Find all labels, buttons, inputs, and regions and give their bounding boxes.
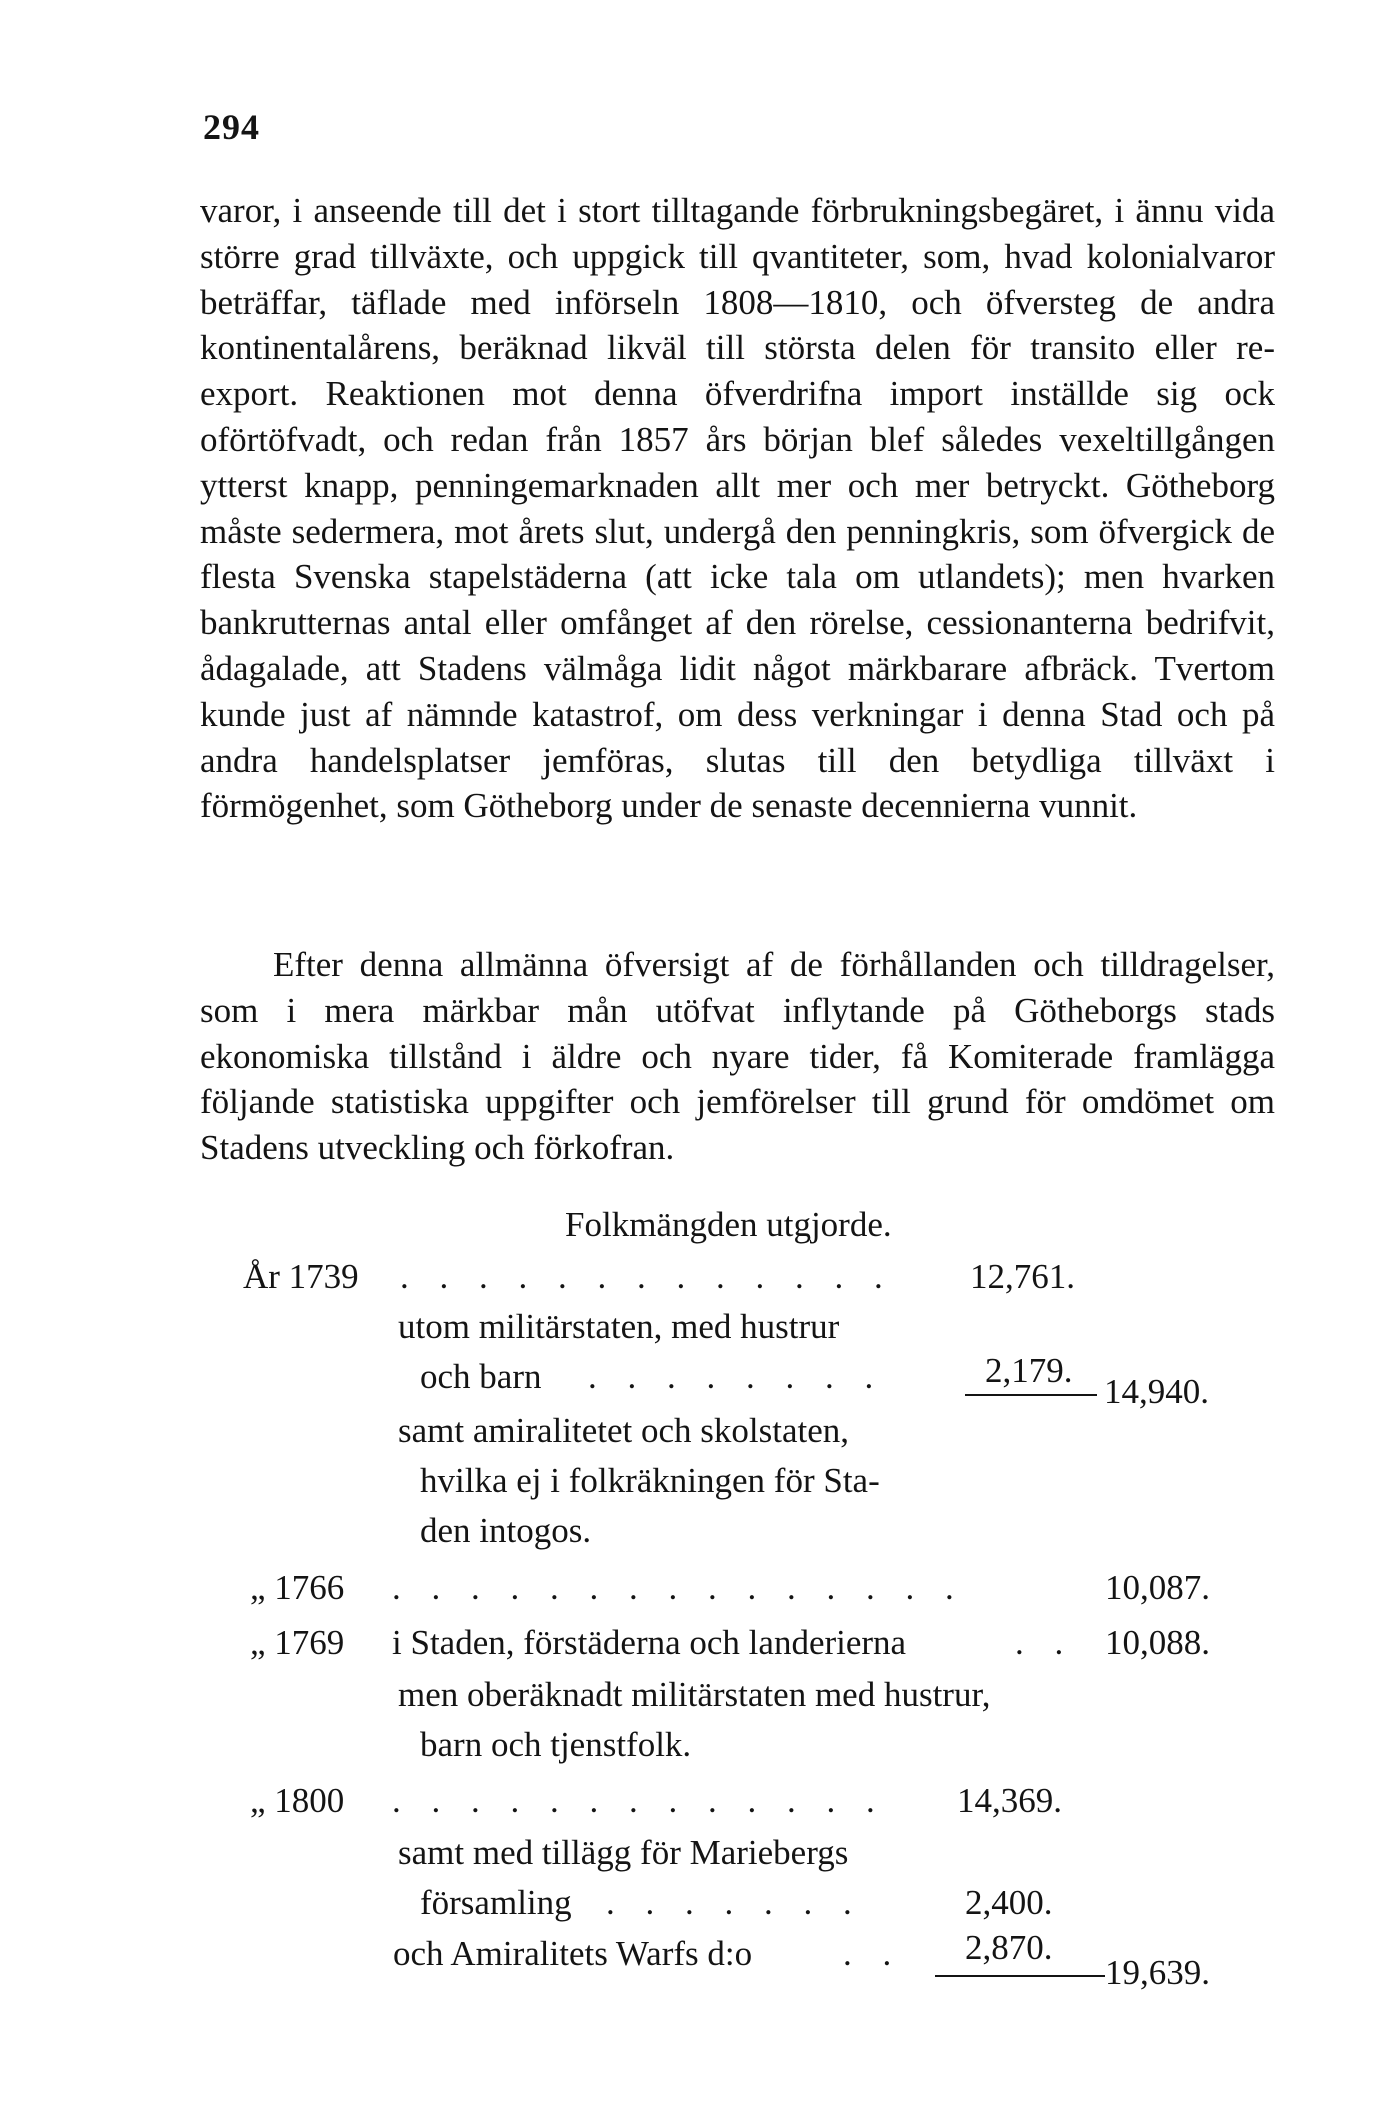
table-caption: Folkmängden utgjorde.	[565, 1205, 892, 1244]
entry-1800-addition-1: 2,400.	[965, 1883, 1053, 1922]
entry-1769-description: i Staden, förstäderna och landerierna	[392, 1623, 907, 1662]
entry-1739-note-2-dots: . . . . . . . .	[588, 1357, 885, 1396]
entry-1769-dots: . .	[1015, 1623, 1075, 1662]
sum-rule-1739	[965, 1394, 1097, 1396]
entry-1739-total: 14,940.	[1104, 1372, 1209, 1411]
sum-rule-1800	[935, 1975, 1105, 1977]
entry-1766-year: „ 1766	[250, 1568, 345, 1607]
entry-1800-year: „ 1800	[250, 1781, 345, 1820]
entry-1800-addition-2: 2,870.	[965, 1928, 1053, 1967]
entry-1739-note-5: den intogos.	[420, 1511, 592, 1550]
entry-1800-note-1: samt med tillägg för Mariebergs	[398, 1833, 849, 1872]
entry-1739-note-1: utom militärstaten, med hustrur	[398, 1307, 840, 1346]
entry-1769-year: „ 1769	[250, 1623, 345, 1662]
entry-1739-year: År 1739	[243, 1257, 359, 1296]
entry-1800-note-3: och Amiralitets Warfs d:o	[393, 1934, 753, 1973]
entry-1766-value: 10,087.	[1105, 1568, 1210, 1607]
entry-1766-dots: . . . . . . . . . . . . . . .	[392, 1568, 965, 1607]
entry-1800-total: 19,639.	[1105, 1953, 1210, 1992]
entry-1769-value: 10,088.	[1105, 1623, 1210, 1662]
paragraph-1: varor, i anseende till det i stort tilltagande förbrukningsbegäret, i ännu vida större grad tillväxte, och uppgick till qvantiteter, som, hvad kolonialvaror beträffar, täflade med införseln 1808—1810, och öfversteg de andra kontinentalårens, beräknad likväl till största delen för transito eller re-export. Reaktionen mot denna öfverdrifna import inställde sig ock oförtöfvadt, och redan från 1857 års början blef således vexeltillgången ytterst knapp, penningemarknaden allt mer och mer betryckt. Götheborg måste sedermera, mot årets slut, undergå den penningkris, som öfvergick de flesta Svenska stapelstäderna (att icke tala om utlandets); men hvarken bankrutternas antal eller omfånget af den rörelse, cessionanterna bedrifvit, ådagalade, att Stadens välmåga lidit något märkbarare afbräck. Tvertom kunde just af nämnde katastrof, om dess verkningar i denna Stad och på andra handelsplatser jemföras, slutas till den betydliga tillväxt i förmögenhet, som Götheborg under de senaste decennierna vunnit.	[200, 191, 1275, 826]
entry-1739-addition: 2,179.	[985, 1351, 1073, 1390]
entry-1769-note-1: men oberäknadt militärstaten med hustrur,	[398, 1675, 991, 1714]
entry-1800-value: 14,369.	[957, 1781, 1062, 1820]
entry-1739-value: 12,761.	[970, 1257, 1075, 1296]
entry-1800-note-2: församling	[420, 1883, 572, 1922]
entry-1739-dots: . . . . . . . . . . . . .	[400, 1257, 894, 1296]
entry-1769-note-2: barn och tjenstfolk.	[420, 1725, 692, 1764]
page-number: 294	[203, 107, 260, 147]
entry-1800-note-3-dots: . .	[843, 1934, 903, 1973]
entry-1800-note-2-dots: . . . . . . .	[606, 1883, 863, 1922]
entry-1739-note-3: samt amiralitetet och skolstaten,	[398, 1411, 849, 1450]
entry-1739-note-2: och barn	[420, 1357, 542, 1396]
paragraph-2: Efter denna allmänna öfversigt af de förhållanden och tilldragelser, som i mera märkbar mån utöfvat inflytande på Götheborgs stads ekonomiska tillstånd i äldre och nyare tider, få Komiterade framlägga följande statistiska uppgifter och jemförelser till grund för omdömet om Stadens utveckling och förkofran.	[200, 945, 1275, 1168]
entry-1739-note-4: hvilka ej i folkräkningen för Sta-	[420, 1461, 880, 1500]
entry-1800-dots: . . . . . . . . . . . . .	[392, 1781, 886, 1820]
